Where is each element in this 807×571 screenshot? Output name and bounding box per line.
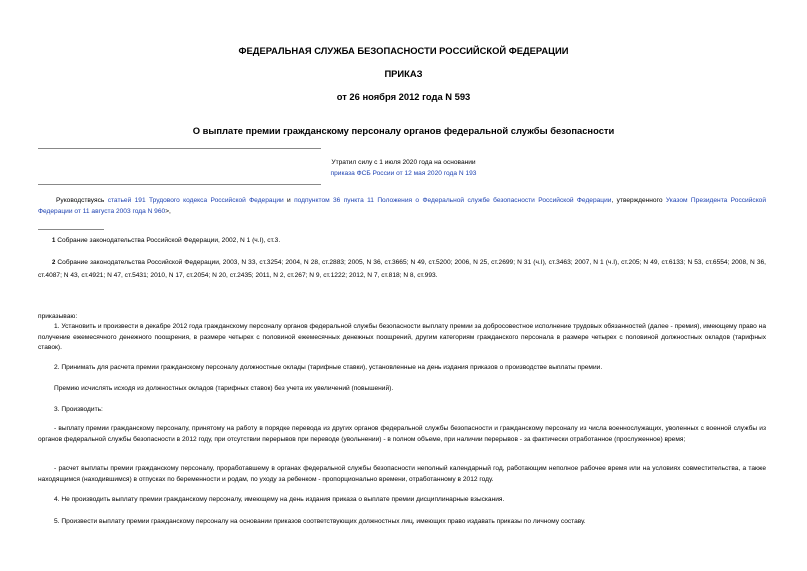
orders-word: приказываю: (38, 313, 78, 320)
agency-name: ФЕДЕРАЛЬНАЯ СЛУЖБА БЕЗОПАСНОСТИ РОССИЙСКОЙ ФЕДЕРАЦИИ (238, 45, 569, 56)
divider-top (38, 148, 321, 149)
status-note-link[interactable]: приказа ФСБ России от 12 мая 2020 года N 193 (330, 169, 477, 177)
footnote-1-mark: 1 (52, 238, 56, 244)
preamble-text-2: и (283, 197, 295, 204)
footnote-2-mark: 2 (52, 260, 56, 266)
paragraph-3: 3. Производить: (54, 406, 103, 413)
divider-bottom (38, 184, 321, 185)
link-labor-code[interactable]: статьей 191 Трудового кодекса Российской Федерации (107, 197, 284, 204)
doc-date-number: от 26 ноября 2012 года N 593 (336, 91, 471, 102)
preamble (38, 196, 766, 217)
doc-type: ПРИКАЗ (384, 68, 423, 79)
footnote-1-text: Собрание законодательства Российской Федерации, 2002, N 1 (ч.I), ст.3. (57, 237, 281, 244)
doc-title: О выплате премии гражданскому персоналу органов федеральной службы безопасности (192, 125, 615, 136)
footnote-2-text: Собрание законодательства Российской Федерации, 2003, N 33, ст.3254; 2004, N 28, ст.2883; 2005, N 36, ст.3665; N 49, ст.5200; 2006, N 25, ст.2699; N 31 (ч.I), ст.3463; 2007, N 1 (ч.I), ст.205; N 49, ст.6133; N 53, ст.6554; 2008, N 36, ст.4087; N 43, ст.4921; N 47, ст.5431; 2010, N 17, ст.2054; N 20, ст.2435; 2011, N 2, ст.267; N 9, ст.1222; 2012, N 7, ст.818; N 8, ст.993. (38, 259, 766, 279)
paragraph-1: 1. Установить и произвести в декабре 2012 года гражданскому персоналу органов федеральной службы безопасности выплату премии за добросовестное исполнение трудовых обязанностей (далее - премия), имеющему право на получение ежемесячного денежного поощрения, в размере четырех с половиной ежемесячных денежных поощрений, другим категориям гражданского персонала в размере четырех с половиной должностных окладов (тарифных ставок). (38, 323, 766, 352)
paragraph-3b: - расчет выплаты премии гражданскому персоналу, проработавшему в органах федеральной службы безопасности неполный календарный год, работающим неполное рабочее время или на условиях совместительства, а также находящимся (находившимся) в отпусках по беременности и родам, по уходу за ребенком - пропорционально времени, отработанному в 2012 году. (38, 465, 766, 483)
preamble-text-4: >, (165, 207, 171, 215)
status-note-text: Утратил силу с 1 июля 2020 года на основании (331, 159, 476, 166)
link-presidential-decree[interactable]: Указом Президента Российской Федерации от 11 августа 2003 года N 960 (38, 197, 767, 215)
paragraph-2b: Премию исчислять исходя из должностных окладов (тарифных ставок) без учета их увеличений (повышений). (54, 385, 394, 392)
footnote-2 (38, 257, 766, 281)
paragraph-4: 4. Не производить выплату премии гражданскому персоналу, имеющему на день издания приказа о выплате премии дисциплинарные взыскания. (54, 496, 505, 503)
link-fsb-regulation[interactable]: подпунктом 36 пункта 11 Положения о Федеральной службе безопасности Российской Федерации (294, 197, 612, 204)
preamble-text-3: , утвержденного (611, 197, 666, 204)
status-note (250, 158, 557, 179)
footnote-separator (38, 229, 104, 230)
paragraph-3a: - выплату премии гражданскому персоналу, принятому на работу в порядке перевода из других органов федеральной службы безопасности и гражданскому персоналу из числа военнослужащих, уволенных с военной службы из органов федеральной службы безопасности в 2012 году, при отсутствии перерывов при переводе (увольнении) - в полном объеме, при наличии перерывов - за фактически отработанное (прослуженное) время; (38, 425, 766, 443)
paragraph-5: 5. Произвести выплату премии гражданскому персоналу на основании приказов соответствующих должностных лиц, имеющих право издавать приказы по личному составу. (54, 518, 586, 525)
paragraph-2: 2. Принимать для расчета премии гражданскому персоналу должностные оклады (тарифные ставки), установленные на день издания приказов о производстве выплаты премии. (54, 364, 603, 371)
preamble-text-1: Руководствуясь (56, 197, 108, 204)
footnote-1 (52, 235, 766, 248)
